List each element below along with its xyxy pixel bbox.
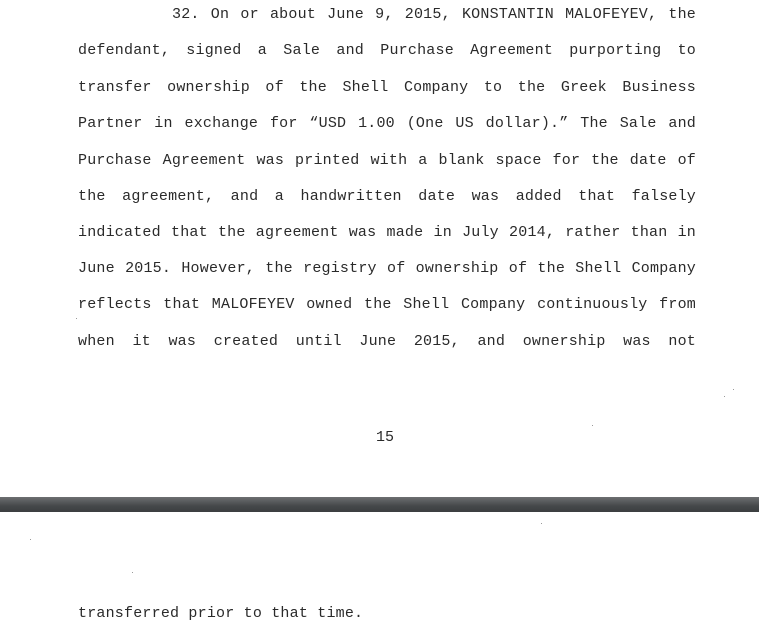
document-page-16 [0, 512, 759, 626]
scan-speck [76, 318, 77, 319]
paragraph-line: 32. On or about June 9, 2015, KONSTANTIN MALOFEYEV, the [172, 6, 696, 23]
paragraph-line: defendant, signed a Sale and Purchase Agreement purporting to [78, 42, 696, 59]
page-number: 15 [376, 429, 395, 446]
scan-speck [30, 539, 31, 540]
scan-speck [733, 389, 734, 390]
paragraph-line: when it was created until June 2015, and ownership was not [78, 333, 696, 350]
paragraph-line: Partner in exchange for “USD 1.00 (One US dollar).” The Sale and [78, 115, 696, 132]
paragraph-line: June 2015. However, the registry of ownership of the Shell Company [78, 260, 696, 277]
paragraph-line: indicated that the agreement was made in July 2014, rather than in [78, 224, 696, 241]
paragraph-line: the agreement, and a handwritten date was added that falsely [78, 188, 696, 205]
paragraph-line: reflects that MALOFEYEV owned the Shell Company continuously from [78, 296, 696, 313]
scan-speck [592, 425, 593, 426]
scan-speck [724, 396, 725, 397]
paragraph-line: Purchase Agreement was printed with a blank space for the date of [78, 152, 696, 169]
paragraph-line: transferred prior to that time. [78, 605, 364, 622]
scan-speck [132, 572, 133, 573]
scan-speck [541, 523, 542, 524]
page-separator [0, 497, 759, 512]
paragraph-line: transfer ownership of the Shell Company to the Greek Business [78, 79, 696, 96]
